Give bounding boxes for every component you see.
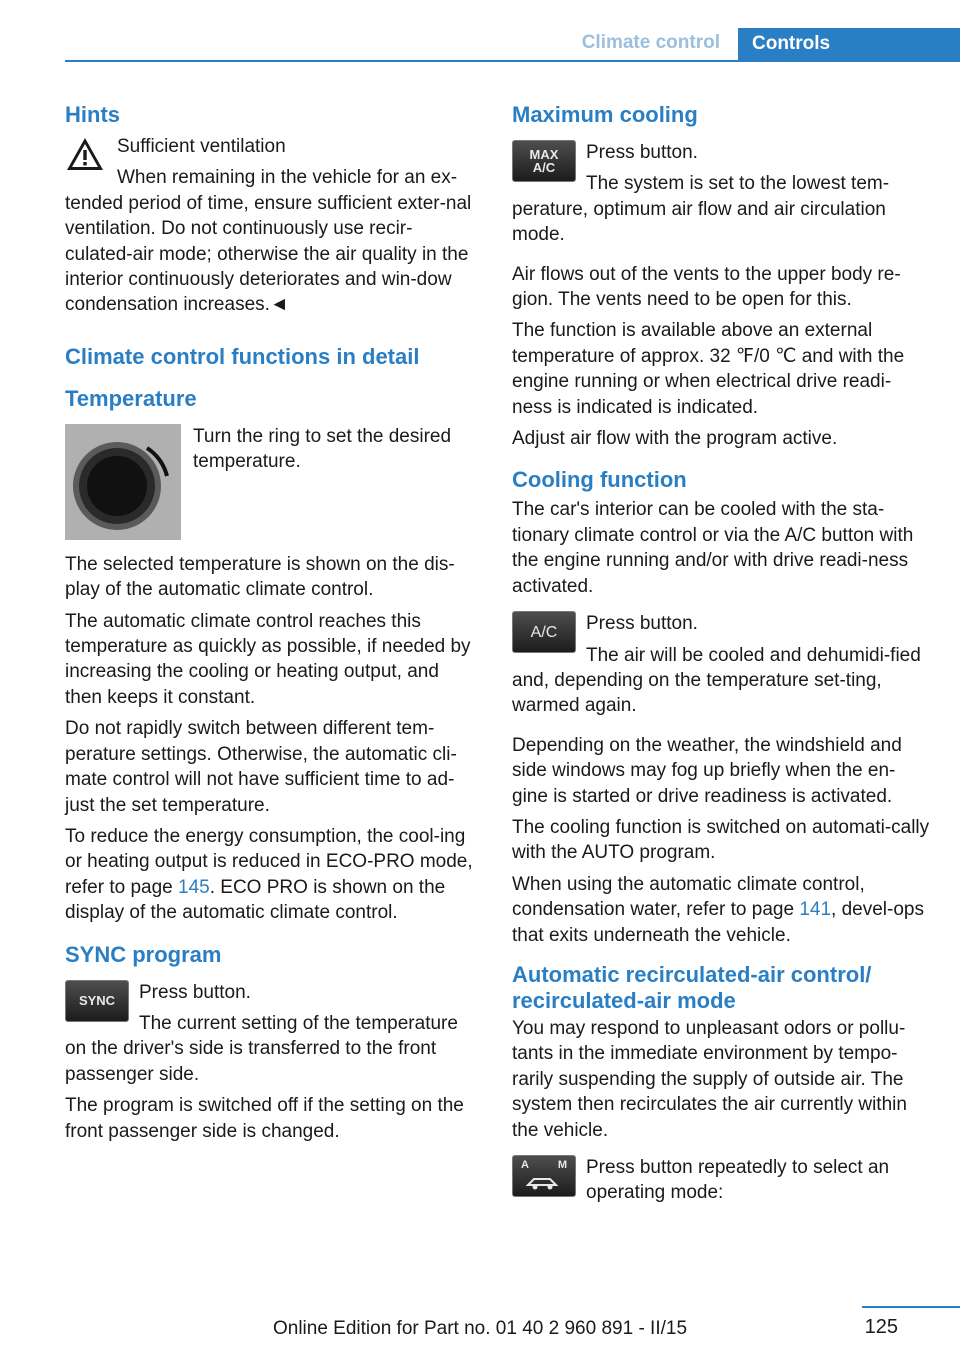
temperature-heading: Temperature <box>65 385 197 411</box>
recirculation-button-image: A M <box>512 1155 576 1197</box>
max-cooling-heading: Maximum cooling <box>512 102 698 127</box>
max-ac-button-image: MAX A/C <box>512 140 576 182</box>
page-link-145[interactable]: 145 <box>178 876 210 898</box>
cooling-heading: Cooling function <box>512 467 687 493</box>
page-number-rule <box>862 1306 960 1308</box>
cooling-paragraph-4: Depending on the weather, the windshield and side windows may fog up briefly when the en-gine is started or drive readiness is activated. <box>512 734 902 807</box>
warning-title: Sufficient ventilation <box>117 136 286 157</box>
left-column <box>65 100 480 1150</box>
max-block <box>512 140 930 248</box>
temp-paragraph-3: Do not rapidly switch between different tem-perature settings. Otherwise, the automatic cli-mate control will not have sufficient time to ad-just the set temperature. <box>65 718 457 816</box>
sync-paragraph-2: The current setting of the temperature on the driver's side is transferred to the front passenger side. <box>65 1012 458 1085</box>
recirculation-heading: Automatic recirculated-air control/ recirculated-air mode <box>512 961 872 1013</box>
hints-heading: Hints <box>65 102 120 127</box>
sync-paragraph-3: The program is switched off if the setting on the front passenger side is changed. <box>65 1095 464 1142</box>
temperature-dial-image <box>65 424 181 540</box>
warning-block <box>65 134 480 318</box>
cooling-paragraph-5: The cooling function is switched on automati-cally with the AUTO program. <box>512 816 930 864</box>
temp-paragraph-2: The automatic climate control reaches this temperature as quickly as possible, if needed by increasing the cooling or heating output, and then keeps it constant. <box>65 610 471 708</box>
header-tab: Controls <box>738 28 960 60</box>
recirculation-paragraph-1: You may respond to unpleasant odors or pollu-tants in the immediate environment by tempo-rarily suspending the supply of outside air. The system then recirculates the air currently within the vehicle. <box>512 1017 907 1141</box>
sync-block <box>65 980 480 1088</box>
recirc-block <box>512 1155 930 1206</box>
cooling-paragraph-6: When using the automatic climate control, condensation water, refer to page 141, devel-ops that exits underneath the vehicle. <box>512 873 924 946</box>
warning-triangle-icon <box>65 136 105 172</box>
temperature-dial-icon <box>65 424 181 540</box>
sync-button-image: SYNC <box>65 980 129 1022</box>
edition-footer: Online Edition for Part no. 01 40 2 960 891 - II/15 <box>272 1318 688 1339</box>
temp-paragraph-1: The selected temperature is shown on the dis-play of the automatic climate control. <box>65 553 455 601</box>
max-paragraph-2: The system is set to the lowest tem-perature, optimum air flow and air circulation mode. <box>512 173 890 246</box>
header-chapter: Climate control <box>581 32 720 53</box>
cooling-paragraph-2: Press button. <box>586 613 698 635</box>
page-number: 125 <box>864 1316 898 1338</box>
header-rule <box>65 60 960 62</box>
cooling-paragraph-1: The car's interior can be cooled with the sta-tionary climate control or via the A/C button with the engine running and/or with drive readi-ness activated. <box>512 499 914 597</box>
temp-paragraph-4: To reduce the energy consumption, the cool-ing or heating output is reduced in ECO-PRO mode, refer to page 145. ECO PRO is shown on the display of the automatic climate control. <box>65 825 473 924</box>
car-recirculation-icon <box>524 1171 564 1191</box>
max-paragraph-5: Adjust air flow with the program active. <box>512 428 838 450</box>
temperature-block <box>65 424 480 544</box>
max-paragraph-4: The function is available above an external temperature of approx. 32 ℉/0 ℃ and with the engine running or when electrical drive readi-ness is indicated is indicated. <box>512 320 905 418</box>
recirculation-paragraph-2: Press button repeatedly to select an operating mode: <box>586 1157 890 1204</box>
page-link-141[interactable]: 141 <box>799 899 832 921</box>
warning-body: When remaining in the vehicle for an ex-tended period of time, ensure sufficient exter-nal ventilation. Do not continuously use recir-culated-air mode; otherwise the air quality in the interior continuously deteriorates and win-dow condensation increases.◄ <box>65 167 472 316</box>
cooling-paragraph-3: The air will be cooled and dehumidi-fied and, depending on the temperature set-ting, warmed again. <box>512 644 921 717</box>
max-paragraph-1: Press button. <box>586 142 698 163</box>
right-column <box>512 100 930 1212</box>
temperature-intro: Turn the ring to set the desired temperature. <box>193 425 452 473</box>
max-paragraph-3: Air flows out of the vents to the upper body re-gion. The vents need to be open for this. <box>512 263 901 311</box>
ac-block <box>512 611 930 719</box>
ac-button-image: A/C <box>512 611 576 653</box>
sync-paragraph-1: Press button. <box>139 981 251 1003</box>
sync-heading: SYNC program <box>65 941 222 967</box>
functions-heading: Climate control functions in detail <box>65 343 420 369</box>
